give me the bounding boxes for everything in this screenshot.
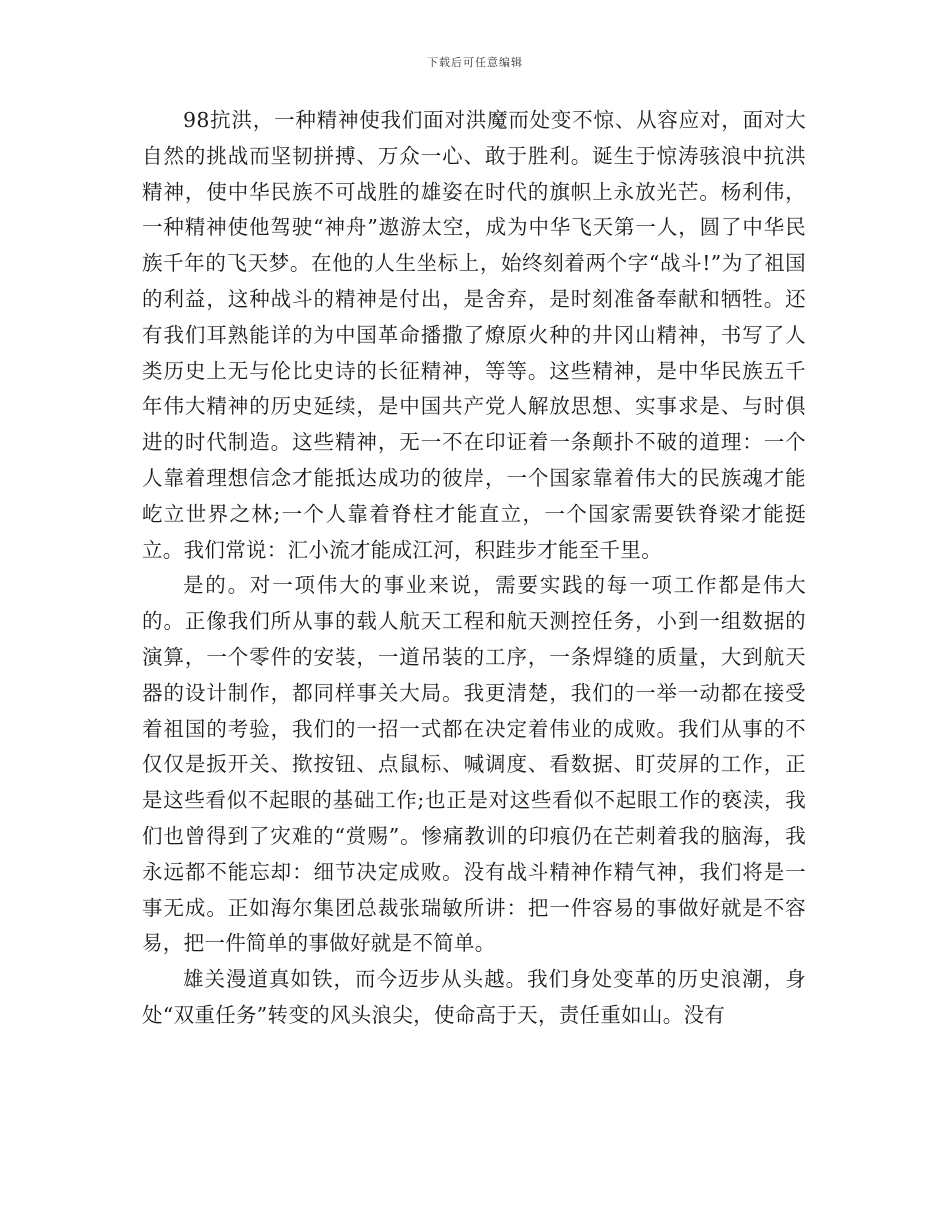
document-body — [142, 103, 806, 1034]
paragraph-3: 雄关漫道真如铁，而今迈步从头越。我们身处变革的历史浪潮，身处“双重任务”转变的风头浪尖，使命高于天，责任重如山。没有 — [142, 967, 806, 1027]
page-header: 下载后可任意编辑 — [427, 56, 523, 69]
paragraph-1: 98抗洪，一种精神使我们面对洪魔而处变不惊、从容应对，面对大自然的挑战而坚韧拼搏、万众一心、敢于胜利。诞生于惊涛骇浪中抗洪精神，使中华民族不可战胜的雄姿在时代的旗帜上永放光芒。杨利伟，一种精神使他驾驶“神舟”遨游太空，成为中华飞天第一人，圆了中华民族千年的飞天梦。在他的人生坐标上，始终刻着两个字“战斗!”为了祖国的利益，这种战斗的精神是付出，是舍弃，是时刻准备奉献和牺牲。还有我们耳熟能详的为中国革命播撒了燎原火种的井冈山精神，书写了人类历史上无与伦比史诗的长征精神，等等。这些精神，是中华民族五千年伟大精神的历史延续，是中国共产党人解放思想、实事求是、与时俱进的时代制造。这些精神，无一不在印证着一条颠扑不破的道理：一个人靠着理想信念才能抵达成功的彼岸，一个国家靠着伟大的民族魂才能屹立世界之林;一个人靠着脊柱才能直立，一个国家需要铁脊梁才能挺立。我们常说：汇小流才能成江河，积跬步才能至千里。 — [142, 108, 806, 562]
paragraph-2: 是的。对一项伟大的事业来说，需要实践的每一项工作都是伟大的。正像我们所从事的载人航天工程和航天测控任务，小到一组数据的演算，一个零件的安装，一道吊装的工序，一条焊缝的质量，大到航天器的设计制作，都同样事关大局。我更清楚，我们的一举一动都在接受着祖国的考验，我们的一招一式都在决定着伟业的成败。我们从事的不仅仅是扳开关、揿按钮、点鼠标、喊调度、看数据、盯荧屏的工作，正是这些看似不起眼的基础工作;也正是对这些看似不起眼工作的亵渎，我们也曾得到了灾难的“赏赐”。惨痛教训的印痕仍在芒刺着我的脑海，我永远都不能忘却：细节决定成败。没有战斗精神作精气神，我们将是一事无成。正如海尔集团总裁张瑞敏所讲：把一件容易的事做好就是不容易，把一件简单的事做好就是不简单。 — [142, 573, 806, 956]
